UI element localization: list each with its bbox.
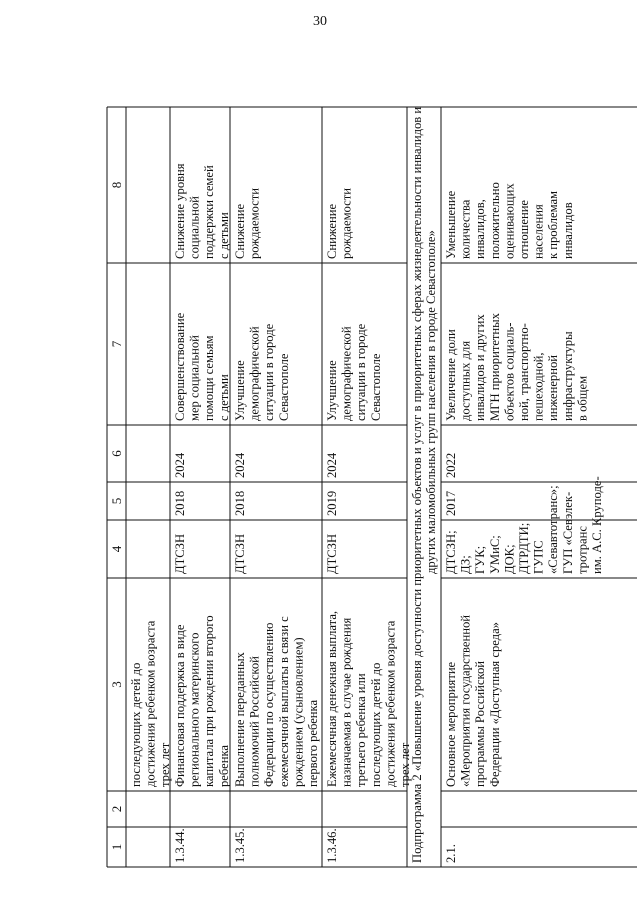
measure-name: программы Российской [473, 661, 488, 787]
start-year: 2019 [325, 490, 339, 516]
executor: «Севавтотранс»; [546, 485, 561, 574]
row-number: 2.1. [444, 844, 458, 863]
measure-name: «Мероприятия государственной [458, 614, 473, 787]
executor: ДТРДТИ; [517, 522, 531, 574]
expected-result: объектов социаль- [502, 322, 517, 421]
measure-name: последующих детей до [368, 662, 383, 787]
column-header-6: 6 [109, 450, 124, 457]
executor: УМиС; [487, 535, 502, 574]
expected-result: Севастополе [276, 353, 291, 421]
expected-result: с детьми [216, 374, 231, 421]
column-header-3: 3 [109, 681, 124, 688]
expected-result: Совершенствование [173, 312, 187, 421]
expected-result: ситуации в городе [354, 323, 369, 421]
executor: ГУП «Севэлек- [560, 491, 575, 574]
subprogram-title: других маломобильных групп населения в городе Севастополе» [424, 230, 438, 574]
start-year: 2017 [444, 490, 458, 516]
row-number: 1.3.45. [233, 828, 247, 863]
expected-result: помощи семьям [202, 335, 217, 421]
expected-result: демографической [247, 326, 262, 421]
consequence: рождаемости [247, 188, 262, 259]
measure-name: Финансовая поддержка в виде [173, 624, 187, 787]
executor: ДТСЗН; [444, 530, 458, 574]
row-number: 1.3.46. [325, 828, 339, 863]
measure-name: трех лет [398, 742, 412, 787]
measure-name: Федерации по осуществлению [262, 622, 277, 787]
consequence: инвалидов, [473, 199, 488, 259]
measure-name: полномочий Российской [247, 656, 262, 787]
executor: ДЗ; [458, 555, 473, 574]
measure-name: капитала при рождении второго [202, 615, 217, 787]
column-header-1: 1 [109, 843, 124, 851]
end-year: 2024 [233, 452, 247, 478]
consequence: отношение [517, 199, 531, 259]
consequence: оценивающих [502, 183, 517, 259]
measure-name: Ежемесячная денежная выплата, [325, 610, 339, 787]
expected-result: Севастополе [368, 353, 383, 421]
row-number: 1.3.44. [173, 828, 187, 863]
expected-result: инфраструктуры [560, 331, 575, 421]
expected-result: демографической [339, 326, 354, 421]
executor: ГУК; [473, 545, 488, 574]
consequence: инвалидов [560, 202, 575, 259]
consequence: Снижение уровня [173, 163, 187, 259]
measure-name: третьего ребенка или [354, 673, 369, 787]
executor: ДТСЗН [233, 533, 247, 574]
subprogram-title: Подпрограмма 2 «Повышение уровня доступности приоритетных объектов и услуг в приоритетных сферах жизнедеятельности инвалидов и [410, 106, 424, 863]
executor: им. А.С. Круподе- [590, 476, 604, 574]
measure-name: достижения ребенком возраста [383, 620, 398, 787]
continued-text: достижения ребенком возраста [143, 620, 158, 787]
consequence: Снижение [233, 203, 247, 259]
measure-name: Основное мероприятие [444, 661, 458, 787]
measure-name: регионального материнского [187, 632, 202, 787]
start-year: 2018 [233, 490, 247, 516]
table [107, 107, 637, 867]
end-year: 2022 [444, 452, 458, 478]
executor: ДТСЗН [173, 533, 187, 574]
expected-result: ситуации в городе [262, 323, 277, 421]
consequence: населения [531, 204, 546, 259]
expected-result: инженерной [546, 354, 561, 421]
consequence: положительно [487, 182, 502, 259]
page-number: 30 [313, 14, 327, 29]
measure-name: ежемесячной выплаты в связи с [276, 616, 291, 787]
consequence: с детьми [216, 212, 231, 259]
consequence: количества [458, 199, 473, 259]
expected-result: ной, транспортно- [517, 323, 531, 421]
executor: ГУПС [531, 540, 546, 574]
measure-name: Выполнение переданных [233, 652, 247, 787]
column-header-2: 2 [109, 805, 124, 813]
expected-result: Увеличение доли [444, 329, 458, 421]
measure-name: Федерации «Доступная среда» [487, 622, 502, 787]
column-header-4: 4 [109, 545, 124, 553]
consequence: к проблемам [546, 190, 561, 259]
expected-result: инвалидов и других [473, 314, 488, 421]
expected-result: Улучшение [325, 360, 339, 421]
continued-text: последующих детей до [129, 662, 143, 787]
end-year: 2024 [173, 452, 187, 478]
measure-name: первого ребенка [306, 699, 320, 787]
consequence: поддержки семей [202, 165, 217, 259]
consequence: Снижение [325, 203, 339, 259]
expected-result: в общем [575, 375, 590, 421]
consequence: Уменьшение [444, 190, 458, 259]
expected-result: пешеходной, [531, 352, 546, 421]
measure-name: ребенка [216, 745, 231, 787]
column-header-7: 7 [109, 340, 124, 348]
expected-result: Улучшение [233, 360, 247, 421]
consequence: рождаемости [339, 188, 354, 259]
measure-name: рождением (усыновлением) [291, 637, 306, 787]
executor: тротранс [575, 526, 590, 574]
column-header-5: 5 [109, 497, 124, 505]
expected-result: мер социальной [187, 335, 202, 421]
executor: ДОК; [502, 544, 517, 574]
continued-text: трех лет [158, 742, 173, 787]
expected-result: доступных для [458, 340, 473, 421]
consequence: социальной [187, 196, 202, 259]
end-year: 2024 [325, 452, 339, 478]
measure-name: назначаемая в случае рождения [339, 617, 354, 787]
start-year: 2018 [173, 490, 187, 516]
expected-result: МГН приоритетных [487, 313, 502, 421]
executor: ДТСЗН [325, 533, 339, 574]
column-header-8: 8 [109, 181, 124, 189]
